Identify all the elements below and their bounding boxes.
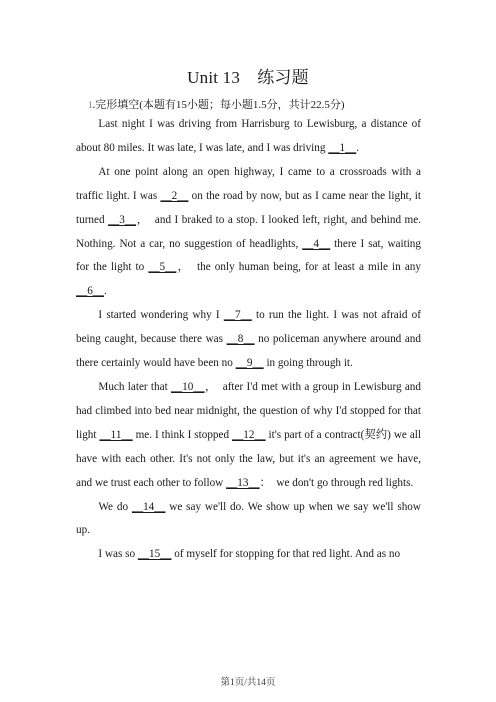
- blank-number: __11__: [99, 428, 133, 441]
- passage-text: Much later that: [98, 380, 171, 393]
- passage-text: it's part of a contract(契约) we all have with each other. It's not only the law, but it's an agreement we have, and we trust each other to follow: [76, 428, 422, 489]
- blank-number: __9__: [235, 357, 264, 370]
- page-footer: 第1页/共14页: [220, 678, 276, 688]
- passage-text: ， the only human being, for at least a mile in any: [176, 261, 421, 274]
- passage-text: in going through it.: [263, 357, 353, 370]
- passage-text: no policeman anywhere around and there certainly would have been no: [76, 333, 421, 370]
- passage-text: we say we'll do. We show up when we say we'll show up.: [76, 500, 421, 537]
- passage-paragraph: [76, 113, 421, 161]
- blank-number: __15__: [137, 548, 172, 561]
- passage-paragraph: [76, 496, 421, 544]
- passage-text: there I sat, waiting for the light to: [76, 237, 433, 274]
- passage-text: ， after I'd met with a group in Lewisburg and had climbed into bed near midnight, the question of why I'd stopped for that light: [76, 380, 421, 441]
- blank-number: __6__: [76, 285, 104, 298]
- blank-number: __14__: [131, 500, 166, 513]
- passage-text: I was so: [98, 548, 138, 561]
- passage-text: ： we don't go through red lights.: [259, 476, 414, 489]
- passage-text: At one point along an open highway, I came to a crossroads with a traffic light. I was: [76, 165, 421, 202]
- passage-paragraph: [76, 304, 421, 376]
- passage-text: I started wondering why I: [98, 309, 224, 322]
- passage-text: We do: [98, 500, 132, 513]
- passage-text: ， and I braked to a stop. I looked left, right, and behind me. Nothing. Not a car, no suggestion of headlights,: [76, 213, 421, 250]
- passage-text: .: [103, 285, 107, 298]
- blank-number: __3__: [108, 213, 137, 226]
- passage-text: on the road by now, but as I came near the light, it turned: [76, 189, 422, 226]
- passage-text: .: [356, 141, 360, 154]
- passage-text: to run the light. I was not afraid of being caught, because there was: [76, 309, 421, 346]
- page-title: Unit 13 练习题: [187, 68, 309, 87]
- blank-number: __10__: [170, 380, 205, 393]
- passage-paragraph: [76, 161, 433, 304]
- blank-number: __7__: [223, 309, 252, 322]
- passage-body: [76, 113, 433, 567]
- passage-paragraph: [76, 543, 421, 567]
- passage-paragraph: [76, 376, 421, 496]
- passage-text: of myself for stopping for that red light. And as no: [171, 548, 401, 561]
- section-label: .完形填空(本题有15小题；每小题1.5分，共计22.5分): [92, 99, 345, 111]
- section-number: 1: [88, 100, 93, 110]
- blank-number: __12__: [232, 428, 266, 441]
- blank-number: __4__: [302, 237, 331, 250]
- blank-number: __5__: [148, 261, 177, 274]
- blank-number: __13__: [226, 476, 260, 489]
- blank-number: __2__: [160, 189, 189, 202]
- passage-text: Last night I was driving from Harrisburg to Lewisburg, a distance of about 80 miles. It was late, I was late, and I was driving: [76, 118, 421, 154]
- passage-text: me. I think I stopped: [132, 428, 233, 441]
- blank-number: __8__: [226, 333, 255, 346]
- section-heading: [88, 96, 345, 112]
- blank-number: __1__: [328, 141, 357, 154]
